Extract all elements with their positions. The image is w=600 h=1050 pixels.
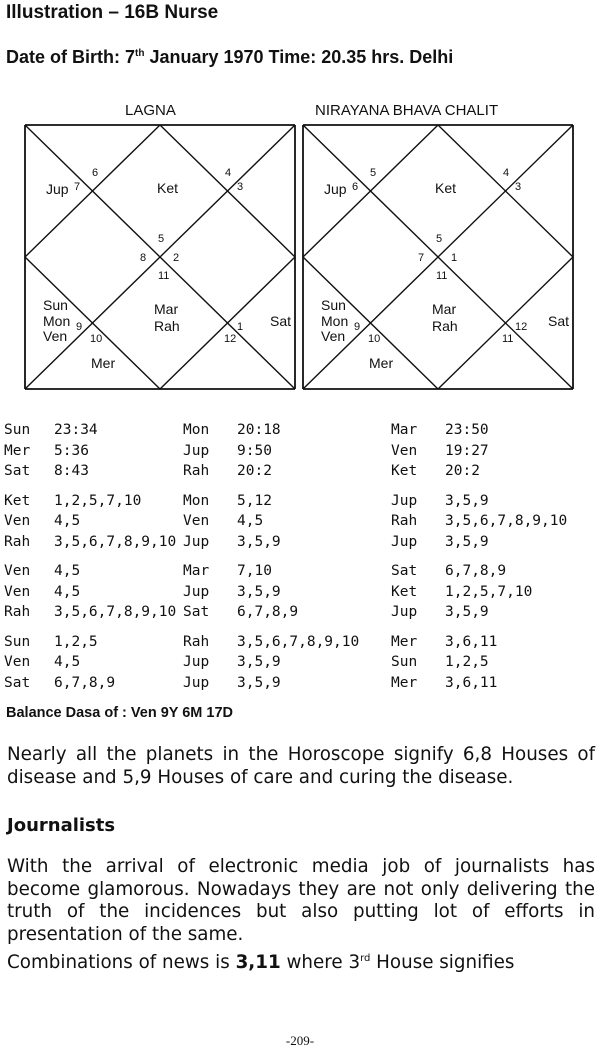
planet-value: 6,7,8,9 [445,563,507,579]
house-number: 3 [515,181,522,193]
house-number: 6 [92,167,99,179]
planet-value: 3,6,11 [445,633,498,650]
news-sup: rd [360,953,371,964]
house-number: 7 [74,181,81,193]
planet-value: 19:27 [445,442,489,459]
planet-name: Rah [4,604,31,621]
house-number: 5 [370,167,377,179]
planet-value: 1,2,5,7,10 [54,492,142,509]
planet-label: Rah [154,318,180,334]
planet-label: Sun [43,297,68,313]
planet-name: Jup [391,533,418,550]
balance-dasa: Balance Dasa of : Ven 9Y 6M 17D [6,705,234,721]
news-text-1: Combinations of news is [7,952,236,974]
house-number: 6 [352,181,359,193]
planet-label: Mon [43,313,71,329]
planet-value: 6,7,8,9 [237,604,299,621]
page-number: -209- [285,1033,315,1048]
planet-value: 23:34 [54,422,98,438]
planet-label: Rah [432,318,458,334]
journalists-heading: Journalists [7,815,116,836]
planet-value: 3,5,9 [237,583,281,600]
planet-value: 3,5,9 [445,533,489,550]
planet-value: 1,2,5 [445,654,489,671]
planet-value: 3,5,9 [237,674,281,691]
planet-value: 1,2,5,7,10 [445,583,533,600]
planet-value: 4,5 [54,654,81,671]
dob-rest: January 1970 Time: 20.35 hrs. Delhi [144,47,454,67]
planet-label: Mon [321,313,349,329]
bhava-chart-title: NIRAYANA BHAVA CHALIT [315,102,499,119]
house-number: 11 [158,270,170,282]
news-text-3: House signifies [370,952,515,974]
planet-name: Sun [391,654,418,671]
planet-value: 6,7,8,9 [54,674,116,691]
planet-value: 3,6,11 [445,674,498,691]
planet-label: Mer [369,355,394,371]
planet-name: Sat [4,674,31,691]
house-number: 12 [224,333,237,345]
lagna-chart [24,124,296,390]
house-number: 1 [451,252,458,264]
house-number: 8 [140,252,147,264]
planet-label: Mar [154,301,179,317]
lagna-chart-title: LAGNA [125,102,176,119]
planet-value: 3,5,6,7,8,9,10 [54,604,177,621]
house-number: 12 [515,321,528,333]
planet-name: Sun [4,422,31,438]
house-number: 2 [173,252,180,264]
planet-name: Jup [391,492,418,509]
planet-value: 1,2,5 [54,633,98,650]
planet-value: 3,5,6,7,8,9,10 [54,533,177,550]
house-number: 3 [237,181,244,193]
planet-name: Jup [183,533,210,550]
paragraph-disease: Nearly all the planets in the Horoscope signify 6,8 Houses of disease and 5,9 Houses of care and curing the disease. [7,744,595,788]
birth-details [6,47,453,68]
planet-value: 3,5,9 [445,604,489,621]
planet-name: Sun [4,633,31,650]
planet-name: Jup [183,654,210,671]
planet-label: Ven [321,328,346,344]
planet-name: Rah [391,513,418,530]
planet-name: Rah [183,633,210,650]
planet-value: 20:2 [445,463,480,480]
planet-label: Jup [46,181,69,197]
planet-value: 5,12 [237,492,272,509]
house-number: 10 [368,333,381,345]
planet-name: Ket [391,583,418,600]
news-text-2: where 3 [280,952,361,974]
planet-name: Sat [4,463,31,480]
planet-value: 20:2 [237,463,272,480]
planet-name: Jup [391,604,418,621]
dob-day: 7 [125,47,136,67]
planet-name: Sat [183,604,210,621]
planet-name: Ket [4,492,31,509]
house-number: 4 [503,167,510,179]
planet-name: Rah [4,533,31,550]
planet-name: Jup [183,442,210,459]
planet-label: Sun [321,297,346,313]
planet-value: 23:50 [445,422,489,438]
planet-value: 4,5 [54,563,81,579]
planet-label: Jup [324,181,347,197]
planet-label: Ket [435,180,457,196]
paragraph-news [7,948,595,975]
planet-label: Sat [548,313,570,329]
planet-label: Mer [91,355,116,371]
planet-name: Mer [391,674,418,691]
house-number: 11 [502,333,514,345]
house-number: 5 [158,233,165,245]
planet-name: Ven [4,563,31,579]
planet-name: Ven [4,513,31,530]
house-number: 9 [354,321,361,333]
house-number: 4 [225,167,232,179]
dob-label: Date of Birth: [6,47,125,67]
planet-label: Sat [270,313,292,329]
planet-name: Mer [4,442,31,459]
planet-name: Mon [183,492,210,509]
planet-name: Rah [183,463,210,480]
planet-value: 9:50 [237,442,272,459]
page-title: Illustration – 16B Nurse [6,2,219,23]
planet-value: 7,10 [237,563,272,579]
house-number: 1 [237,321,244,333]
planet-name: Ven [183,513,210,530]
planet-label: Ven [43,328,68,344]
planet-value: 3,5,9 [445,492,489,509]
dob-suffix: th [135,48,145,59]
news-houses: 3,11 [235,952,281,974]
house-number: 9 [76,321,83,333]
planet-label: Mar [432,301,457,317]
house-number: 5 [436,233,443,245]
planet-name: Mar [391,422,418,438]
planet-name: Ven [4,583,31,600]
planet-name: Mer [391,633,418,650]
planet-value: 4,5 [54,513,81,530]
planet-value: 3,5,9 [237,533,281,550]
house-number: 7 [418,252,425,264]
planet-name: Jup [183,674,210,691]
planet-name: Jup [183,583,210,600]
planet-name: Sat [391,563,418,579]
planet-value: 5:36 [54,442,89,459]
planet-name: Ven [391,442,418,459]
planet-value: 3,5,6,7,8,9,10 [237,633,360,650]
planet-value: 3,5,6,7,8,9,10 [445,513,568,530]
house-number: 11 [436,270,448,282]
planet-value: 4,5 [237,513,264,530]
planet-value: 3,5,9 [237,654,281,671]
planet-name: Mon [183,422,210,438]
planet-value: 20:18 [237,422,281,438]
planet-value: 4,5 [54,583,81,600]
planet-name: Mar [183,563,210,579]
house-number: 10 [90,333,103,345]
planet-label: Ket [157,180,179,196]
bhava-chart [302,124,574,390]
paragraph-journalists: With the arrival of electronic media job of journalists has become glamorous. Nowadays they are not only delivering the truth of the incidences but also putting lot of efforts in presentation of the same. [7,856,595,945]
planet-value: 8:43 [54,463,89,480]
planet-name: Ven [4,654,31,671]
planet-name: Ket [391,463,418,480]
